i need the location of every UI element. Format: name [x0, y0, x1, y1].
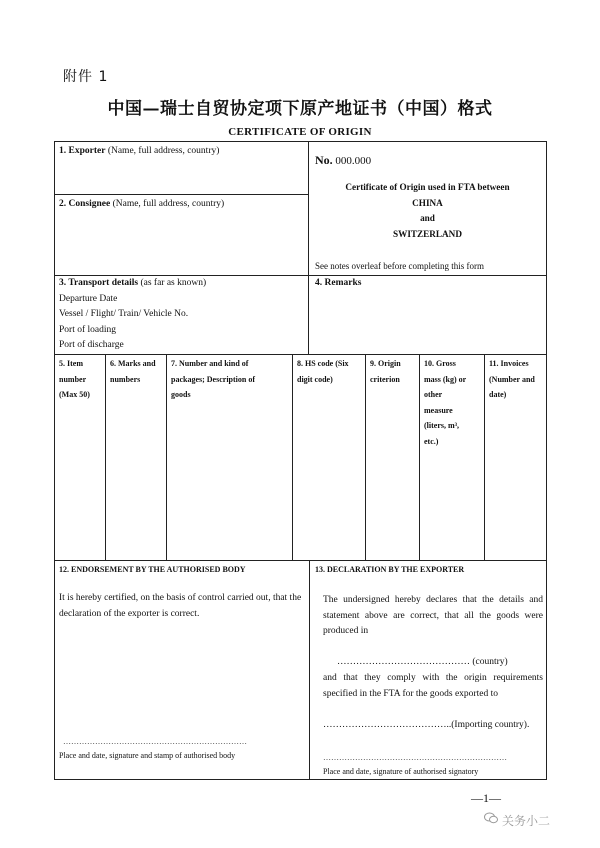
exporter-label: 1. Exporter — [59, 146, 106, 156]
divider — [308, 142, 309, 355]
heading-country-2: SWITZERLAND — [393, 229, 462, 240]
attachment-label: 附件 1 — [63, 69, 109, 85]
watermark: 关务小二 — [502, 814, 551, 828]
transport-details-field[interactable] — [59, 276, 206, 354]
declaration-text: The undersigned hereby declares that the details and statement above are correct, that all the goods were produced in — [323, 595, 543, 636]
endorsement-signature-caption: Place and date, signature and stamp of authorised body — [59, 751, 236, 760]
overleaf-note: See notes overleaf before completing this form — [315, 261, 484, 271]
divider — [55, 560, 546, 561]
col-item-number[interactable]: 5. Item number (Max 50) — [59, 359, 90, 400]
declaration-signature-caption: Place and date, signature of authorised signatory — [323, 767, 479, 776]
heading-and: and — [420, 213, 435, 224]
exporter-hint: (Name, full address, country) — [105, 146, 220, 156]
heading-country-1: CHINA — [412, 197, 443, 208]
transport-label: 3. Transport details — [59, 278, 139, 288]
transport-line: Port of loading — [59, 324, 116, 335]
page-title: 中国—瑞士自贸协定项下原产地证书（中国）格式 — [107, 99, 493, 119]
consignee-hint: (Name, full address, country) — [110, 199, 225, 209]
col-origin-criterion[interactable]: 9. Origin criterion — [370, 359, 401, 384]
wechat-icon — [484, 812, 498, 824]
divider — [365, 354, 366, 560]
endorsement-label: 12. ENDORSEMENT BY THE AUTHORISED BODY — [59, 565, 246, 574]
certificate-form — [54, 141, 547, 780]
col-packages-description[interactable]: 7. Number and kind of packages; Description of goods — [171, 359, 255, 400]
certificate-number[interactable] — [315, 153, 371, 170]
consignee-label: 2. Consignee — [59, 199, 111, 209]
page-number: —1— — [471, 791, 501, 805]
divider — [419, 354, 420, 560]
form-title: CERTIFICATE OF ORIGIN — [228, 126, 372, 138]
exporter-field[interactable] — [59, 144, 219, 160]
declaration-text-2: and that they comply with the origin requirements specified in the FTA for the goods exported to — [323, 673, 543, 699]
transport-line: Departure Date — [59, 293, 118, 304]
divider — [105, 354, 106, 560]
divider — [484, 354, 485, 560]
number-value: 000.000 — [332, 155, 372, 167]
declaration-label: 13. DECLARATION BY THE EXPORTER — [315, 565, 465, 574]
col-marks-numbers[interactable]: 6. Marks and numbers — [110, 359, 156, 384]
consignee-field[interactable] — [59, 197, 224, 213]
certificate-heading — [309, 180, 546, 243]
divider — [292, 354, 293, 560]
importing-country[interactable]: …………………………………..(Importing country). — [323, 720, 530, 730]
col-hs-code[interactable]: 8. HS code (Six digit code) — [297, 359, 349, 384]
heading-line: Certificate of Origin used in FTA between — [345, 182, 510, 192]
transport-line: Port of discharge — [59, 340, 124, 350]
divider — [166, 354, 167, 560]
divider — [55, 354, 546, 355]
signature-dots[interactable]: …………………………………………………………… — [323, 753, 507, 762]
number-label: No. — [315, 153, 333, 167]
remarks-label[interactable]: 4. Remarks — [315, 278, 362, 288]
signature-dots[interactable]: …………………………………………………………… — [63, 737, 247, 746]
transport-hint: (as far as known) — [138, 278, 207, 288]
divider — [55, 194, 309, 195]
divider — [309, 560, 310, 779]
endorsement-text: It is hereby certified, on the basis of control carried out, that the declaration of the exporter is correct. — [59, 593, 302, 619]
transport-line: Vessel / Flight/ Train/ Vehicle No. — [59, 309, 189, 319]
col-gross-mass[interactable]: 10. Gross mass (kg) or other measure (liters, m³, etc.) — [424, 359, 467, 446]
country-of-production[interactable]: …………………………………… (country) — [337, 657, 508, 667]
col-invoices[interactable]: 11. Invoices (Number and date) — [489, 359, 535, 400]
